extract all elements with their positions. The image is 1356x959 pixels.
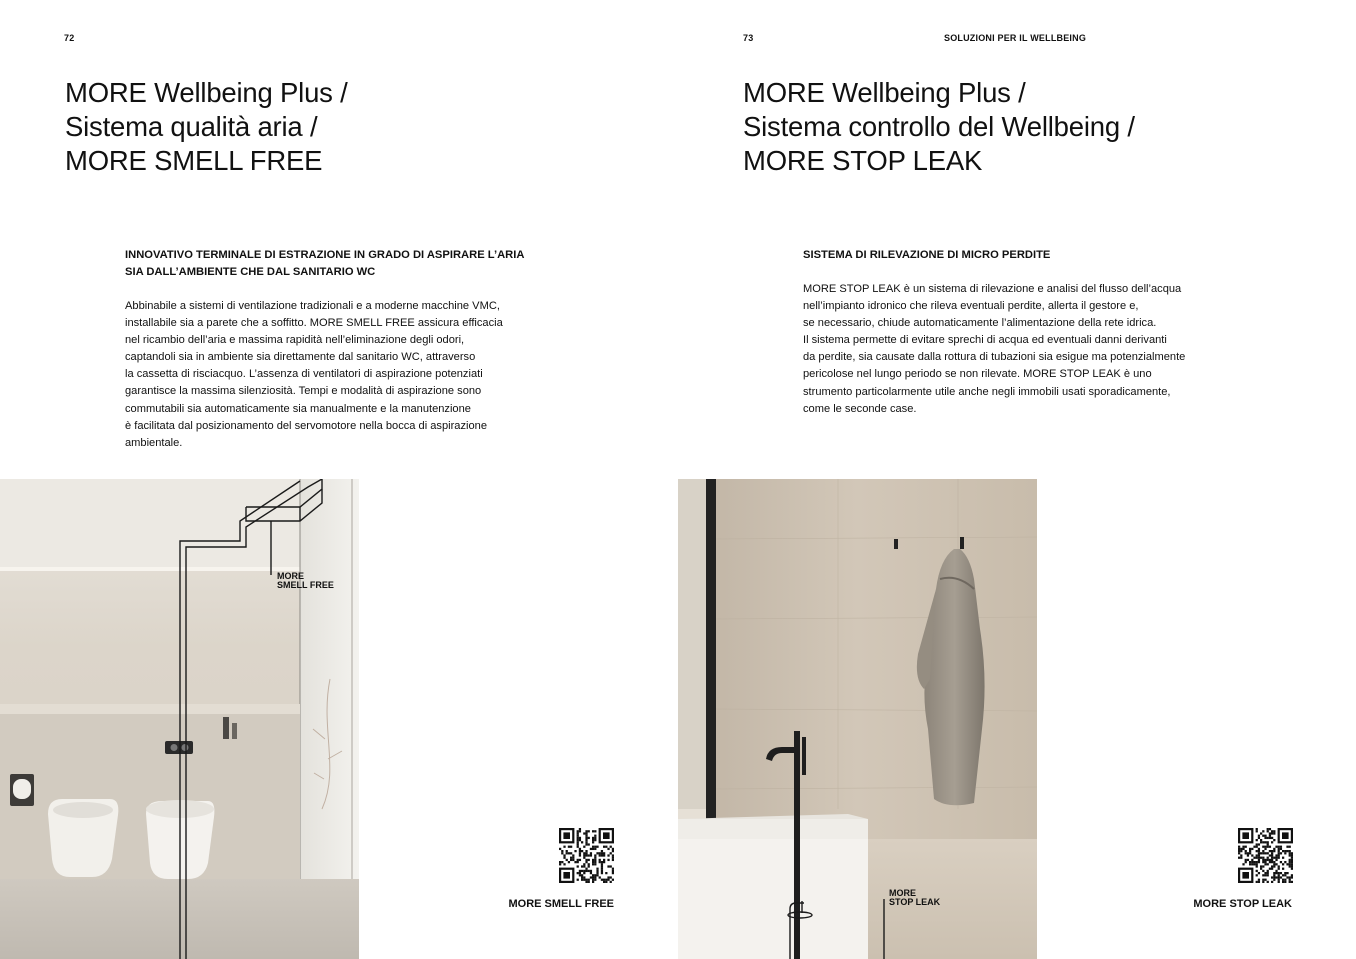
photo-tag-line: STOP LEAK — [889, 897, 941, 907]
body-line: nel ricambio dell’aria e massima rapidità nell’eliminazione degli odori, — [125, 334, 465, 347]
page-title — [65, 76, 348, 178]
body-line: come le seconde case. — [803, 402, 917, 415]
title-line: MORE Wellbeing Plus / — [743, 77, 1026, 108]
body-line: è facilitata dal posizionamento del servomotore nella bocca di aspirazione — [125, 419, 487, 432]
body-line: commutabili sia automaticamente sia manualmente e la manutenzione — [125, 402, 471, 415]
body-line: nell’impianto idronico che rileva eventuali perdite, allerta il gestore e, — [803, 300, 1139, 313]
title-line: Sistema controllo del Wellbeing / — [743, 111, 1135, 142]
photo-tag-line: MORE — [277, 571, 304, 581]
body-line: da perdite, sia causate dalla rottura di tubazioni sia esigue ma potenzialmente — [803, 351, 1186, 364]
subheading-line: INNOVATIVO TERMINALE DI ESTRAZIONE IN GRADO DI ASPIRARE L’ARIA — [125, 249, 525, 261]
body-line: se necessario, chiude automaticamente l’alimentazione della rete idrica. — [803, 317, 1157, 330]
qr-code[interactable] — [559, 828, 614, 888]
bathroom-photo — [0, 479, 359, 959]
qr-code-label: MORE STOP LEAK — [1193, 898, 1292, 910]
page-number: 73 — [743, 33, 754, 43]
qr-code-label: MORE SMELL FREE — [508, 898, 614, 910]
body-line: Il sistema permette di evitare sprechi di acqua ed eventuali danni derivanti — [803, 334, 1167, 347]
title-line: MORE SMELL FREE — [65, 145, 323, 176]
qr-code-icon — [1238, 828, 1293, 883]
title-line: Sistema qualità aria / — [65, 111, 318, 142]
photo-tag-line: MORE — [889, 888, 916, 898]
qr-code-icon — [559, 828, 614, 883]
running-header: SOLUZIONI PER IL WELLBEING — [944, 33, 1087, 43]
body-line: strumento particolarmente utile anche negli immobili usati sporadicamente, — [803, 385, 1171, 398]
page-title — [743, 76, 1135, 178]
body-line: captandoli sia in ambiente sia direttamente dal sanitario WC, attraverso — [125, 351, 476, 364]
body-line: garantisce la massima silenziosità. Tempi e modalità di aspirazione sono — [125, 385, 482, 398]
bathtub-photo — [678, 479, 1037, 959]
body-line: ambientale. — [125, 436, 183, 449]
section-subheading — [803, 247, 1050, 264]
bathtub-illustration — [678, 479, 1037, 959]
body-line: installabile sia a parete che a soffitto. MORE SMELL FREE assicura efficacia — [125, 317, 503, 330]
qr-code[interactable] — [1238, 828, 1293, 888]
right-page — [678, 0, 1356, 959]
photo-tag — [889, 889, 940, 907]
subheading-line: SIA DALL’AMBIENTE CHE DAL SANITARIO WC — [125, 266, 376, 278]
photo-tag-line: SMELL FREE — [277, 580, 334, 590]
body-line: la cassetta di risciacquo. L’assenza di ventilatori di aspirazione potenziati — [125, 368, 483, 381]
body-line: MORE STOP LEAK è un sistema di rilevazione e analisi del flusso dell’acqua — [803, 283, 1182, 295]
title-line: MORE STOP LEAK — [743, 145, 983, 176]
body-text — [125, 298, 503, 452]
body-line: pericolose nel lungo periodo se non rilevate. MORE STOP LEAK è uno — [803, 368, 1152, 381]
photo-tag — [277, 572, 334, 590]
body-text — [803, 281, 1185, 418]
subheading-line: SISTEMA DI RILEVAZIONE DI MICRO PERDITE — [803, 249, 1051, 261]
bathroom-illustration — [0, 479, 359, 959]
page-number: 72 — [64, 33, 75, 43]
section-subheading — [125, 247, 524, 281]
title-line: MORE Wellbeing Plus / — [65, 77, 348, 108]
body-line: Abbinabile a sistemi di ventilazione tradizionali e a moderne macchine VMC, — [125, 300, 500, 312]
